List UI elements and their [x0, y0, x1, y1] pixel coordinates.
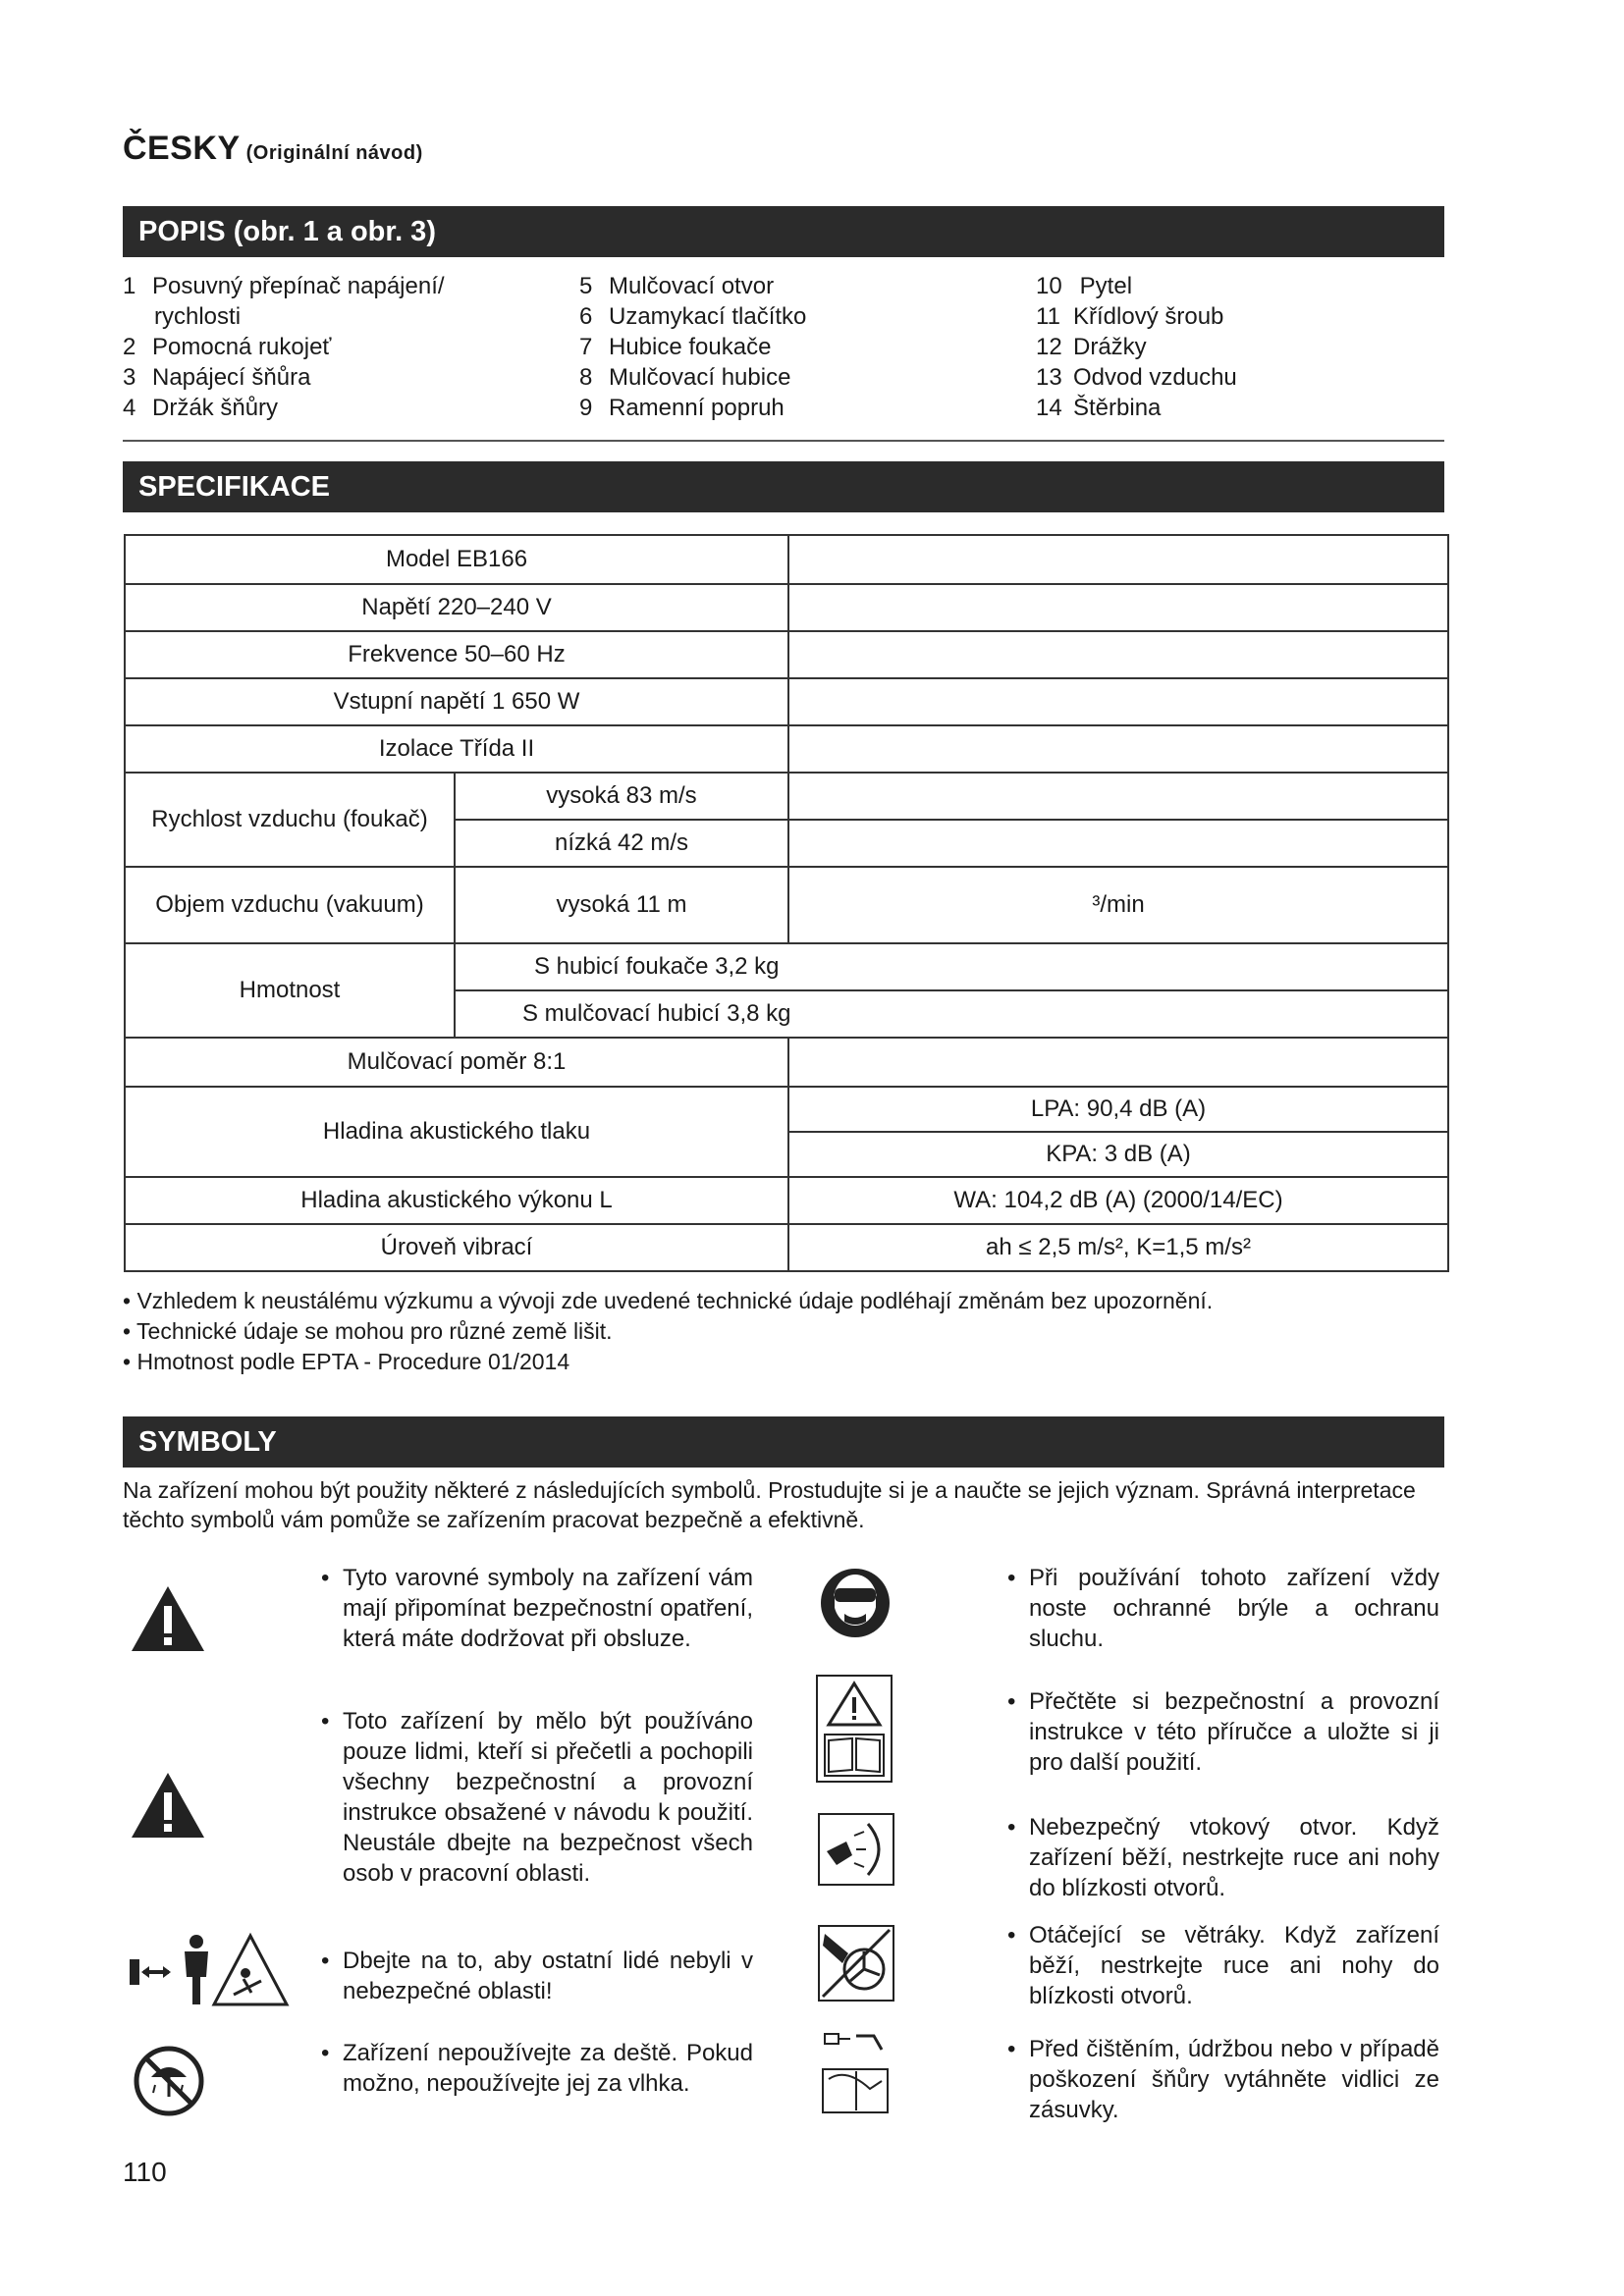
list-item: • Hmotnost podle EPTA - Procedure 01/2014: [123, 1349, 570, 1374]
spec-model: Model EB166: [125, 535, 788, 584]
spec-vibration-value: ah ≤ 2,5 m/s², K=1,5 m/s²: [788, 1224, 1448, 1271]
section-divider: [123, 440, 1444, 442]
list-item: 8 Mulčovací hubice: [579, 364, 791, 391]
spec-heading: SPECIFIKACE: [123, 461, 1444, 512]
spec-kpa: KPA: 3 dB (A): [788, 1132, 1448, 1177]
intake-hazard-icon: [817, 1812, 895, 1887]
list-item: 9 Ramenní popruh: [579, 395, 785, 421]
table-row: [125, 943, 1448, 990]
table-row: [125, 867, 1448, 943]
keep-bystanders-away-icon: [128, 1932, 290, 2008]
list-item: 7 Hubice foukače: [579, 334, 772, 360]
spec-air-volume-label: Objem vzduchu (vakuum): [125, 867, 455, 943]
symbol-description: • Před čištěním, údržbou nebo v případě poškození šňůry vytáhněte vidlici ze zásuvky.: [1007, 2034, 1439, 2125]
list-item: 11 Křídlový šroub: [1036, 303, 1224, 330]
spec-table: [124, 534, 1449, 1272]
symbol-description: • Nebezpečný vtokový otvor. Když zařízení běží, nestrkejte ruce ani nohy do blízkosti otvorů.: [1007, 1812, 1439, 1903]
spec-air-volume-unit: ³/min: [788, 867, 1448, 943]
symbol-description: • Otáčející se větráky. Když zařízení běží, nestrkejte ruce ani nohy do blízkosti otvorů.: [1007, 1920, 1439, 2011]
spec-vibration-label: Úroveň vibrací: [125, 1224, 788, 1271]
list-item: 10 Pytel: [1036, 273, 1133, 299]
table-row: [125, 1177, 1448, 1224]
spec-air-speed-low: nízká 42 m/s: [455, 820, 788, 867]
table-row: [125, 725, 1448, 773]
spec-pressure-label: Hladina akustického tlaku: [125, 1087, 788, 1177]
symbol-description: • Tyto varovné symboly na zařízení vám mají připomínat bezpečnostní opatření, která máte dodržovat při obsluze.: [321, 1563, 753, 1654]
list-item: 2 Pomocná rukojeť: [123, 334, 332, 360]
rotating-fan-icon: [817, 1924, 895, 2002]
read-manual-icon: [815, 1674, 893, 1784]
symbol-description: • Dbejte na to, aby ostatní lidé nebyli v nebezpečné oblasti!: [321, 1946, 753, 2006]
list-item-continuation: rychlosti: [154, 303, 242, 330]
list-item: 13 Odvod vzduchu: [1036, 364, 1237, 391]
language-title: ČESKY: [123, 130, 241, 167]
symbol-description: • Přečtěte si bezpečnostní a provozní instrukce v této příručce a uložte si ji pro další použití.: [1007, 1686, 1439, 1778]
spec-voltage: Napětí 220–240 V: [125, 584, 788, 631]
warning-triangle-icon: [130, 1584, 206, 1653]
page-title: [123, 130, 423, 168]
eye-ear-protection-icon: [817, 1565, 893, 1641]
list-item: 6 Uzamykací tlačítko: [579, 303, 807, 330]
list-item: 4 Držák šňůry: [123, 395, 279, 421]
table-row: [125, 773, 1448, 820]
symbol-description: • Při používání tohoto zařízení vždy noste ochranné brýle a ochranu sluchu.: [1007, 1563, 1439, 1654]
popis-column-3: [1036, 271, 1237, 423]
spec-air-volume-high: vysoká 11 m: [455, 867, 788, 943]
symbols-heading: SYMBOLY: [123, 1416, 1444, 1468]
spec-frequency: Frekvence 50–60 Hz: [125, 631, 788, 678]
table-row: [125, 631, 1448, 678]
spec-input-power: Vstupní napětí 1 650 W: [125, 678, 788, 725]
spec-power-label: Hladina akustického výkonu L: [125, 1177, 788, 1224]
symbol-description: • Zařízení nepoužívejte za deště. Pokud možno, nepoužívejte jej za vlhka.: [321, 2038, 753, 2099]
spec-mulch-ratio: Mulčovací poměr 8:1: [125, 1038, 788, 1087]
symbol-description: • Toto zařízení by mělo být používáno pouze lidmi, kteří si přečetli a pochopili všechny bezpečnostní a provozní instrukce obsažené v návodu k použití. Neustále dbejte na bezpečnost všech osob v pracovní oblasti.: [321, 1706, 753, 1889]
table-row: [125, 535, 1448, 584]
list-item: 12 Drážky: [1036, 334, 1147, 360]
spec-air-speed-label: Rychlost vzduchu (foukač): [125, 773, 455, 867]
spec-weight-mulch: S mulčovací hubicí 3,8 kg: [455, 990, 1448, 1038]
popis-column-2: [579, 271, 806, 423]
list-item: 14 Štěrbina: [1036, 395, 1162, 421]
language-subtitle: (Originální návod): [245, 142, 423, 164]
spec-insulation: Izolace Třída II: [125, 725, 788, 773]
list-item: 5 Mulčovací otvor: [579, 273, 775, 299]
no-rain-icon: [132, 2044, 206, 2118]
list-item: 3 Napájecí šňůra: [123, 364, 311, 391]
spec-lpa: LPA: 90,4 dB (A): [788, 1087, 1448, 1132]
symbols-intro: Na zařízení mohou být použity některé z následujících symbolů. Prostudujte si je a naučte se jejich význam. Správná interpretace těchto symbolů vám pomůže se zařízením pracovat bezpečně a efektivně.: [123, 1477, 1416, 1532]
table-row: [125, 1038, 1448, 1087]
table-row: [125, 678, 1448, 725]
spec-notes: [123, 1286, 1213, 1377]
spec-air-speed-high: vysoká 83 m/s: [455, 773, 788, 820]
spec-weight-blower: S hubicí foukače 3,2 kg: [455, 943, 1448, 990]
list-item: 1 Posuvný přepínač napájení/: [123, 273, 445, 299]
table-row: [125, 1087, 1448, 1132]
spec-lwa: WA: 104,2 dB (A) (2000/14/EC): [788, 1177, 1448, 1224]
table-row: [125, 1224, 1448, 1271]
list-item: • Technické údaje se mohou pro různé země lišit.: [123, 1318, 613, 1344]
list-item: • Vzhledem k neustálému výzkumu a vývoji zde uvedené technické údaje podléhají změnám bez upozornění.: [123, 1288, 1214, 1313]
warning-triangle-icon: [130, 1771, 206, 1840]
popis-column-1: [123, 271, 445, 423]
popis-heading: POPIS (obr. 1 a obr. 3): [123, 206, 1444, 257]
page-number: 110: [123, 2157, 167, 2187]
spec-weight-label: Hmotnost: [125, 943, 455, 1038]
unplug-icon: [817, 2030, 895, 2118]
table-row: [125, 584, 1448, 631]
